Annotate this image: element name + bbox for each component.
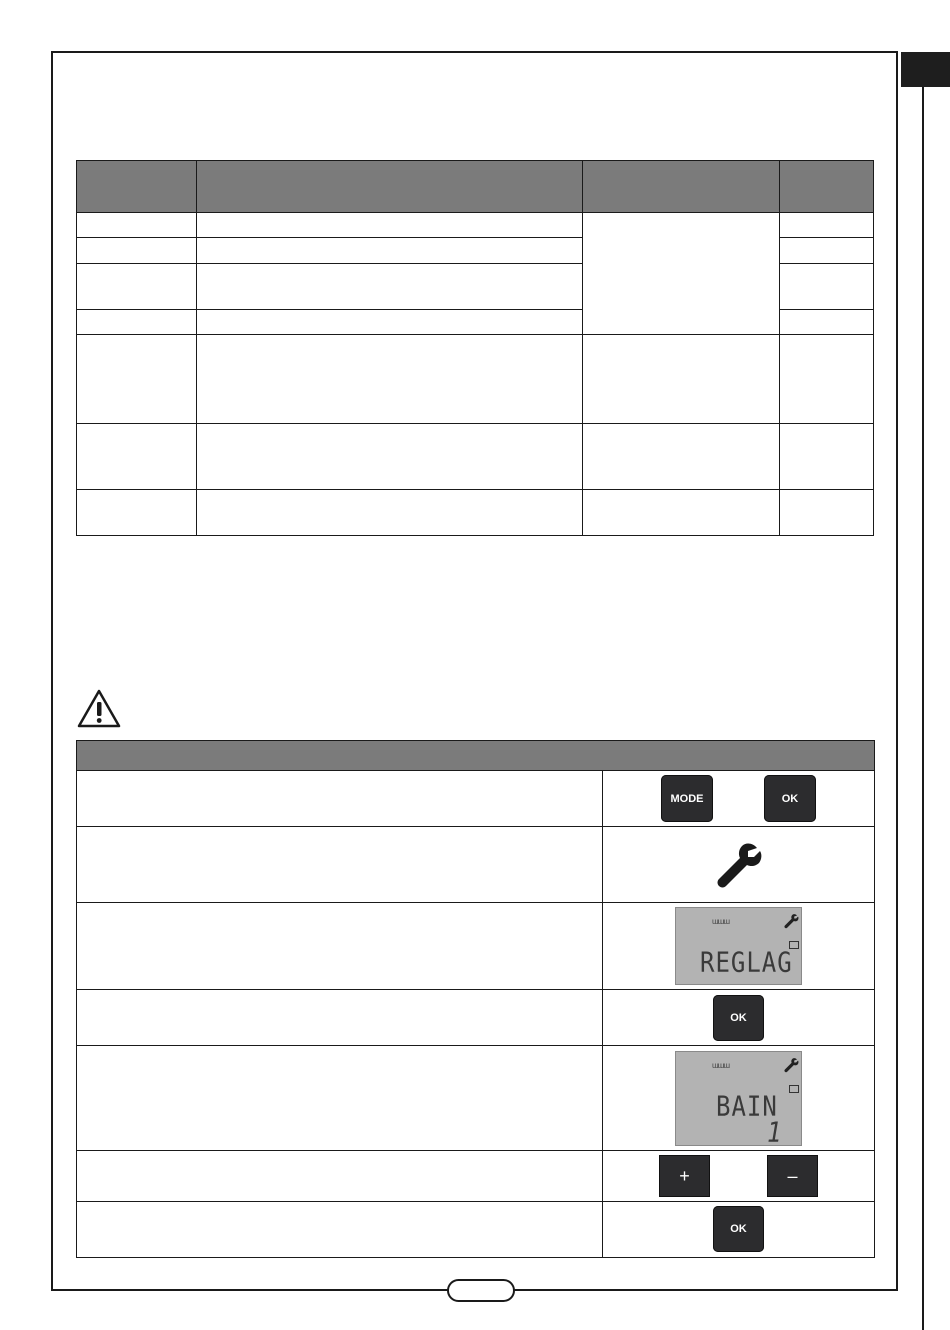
table-cell [76, 212, 197, 238]
procedure-step-text [76, 826, 603, 903]
side-rule [922, 87, 924, 1330]
mode-button[interactable]: MODE [661, 775, 713, 822]
table-cell [196, 263, 583, 310]
bath-wave-icon: ɯɯɯ [712, 1061, 729, 1070]
procedure-step-text [76, 770, 603, 827]
wrench-icon [783, 913, 799, 929]
ok-button[interactable]: OK [713, 995, 764, 1041]
procedure-step-text [76, 902, 603, 990]
table-cell [779, 263, 874, 310]
table-header-cell [779, 160, 874, 213]
table-cell [582, 334, 780, 424]
table-cell [779, 334, 874, 424]
table-cell [196, 334, 583, 424]
procedure-step-text [76, 989, 603, 1046]
table-cell [779, 237, 874, 264]
procedure-step-text [76, 1201, 603, 1258]
table-cell [76, 309, 197, 335]
warning-triangle-icon [77, 688, 121, 728]
section-tab [901, 52, 950, 87]
table-cell [582, 489, 780, 536]
lcd-text: REGLAG [700, 946, 793, 979]
table-header-cell [196, 160, 583, 213]
table-cell [196, 309, 583, 335]
lcd-value: 1 [767, 1116, 782, 1149]
table-cell [196, 489, 583, 536]
ok-button[interactable]: OK [764, 775, 816, 822]
table-cell [196, 423, 583, 490]
table-cell-merged [582, 212, 780, 335]
table-cell [76, 334, 197, 424]
table-cell [582, 423, 780, 490]
minus-button[interactable]: – [767, 1155, 818, 1197]
table-cell [76, 423, 197, 490]
procedure-table-header [76, 740, 875, 771]
table-cell [196, 212, 583, 238]
bath-wave-icon: ɯɯɯ [712, 917, 729, 926]
table-cell [779, 309, 874, 335]
wrench-icon [713, 840, 763, 890]
lcd-display [675, 907, 802, 985]
table-cell [76, 489, 197, 536]
table-cell [76, 263, 197, 310]
table-cell [779, 423, 874, 490]
table-cell [779, 212, 874, 238]
lcd-display [675, 1051, 802, 1149]
table-header-cell [76, 160, 197, 213]
plus-button[interactable]: + [659, 1155, 710, 1197]
table-header-cell [582, 160, 780, 213]
table-cell [196, 237, 583, 264]
page-number-badge [447, 1279, 515, 1302]
procedure-step-text [76, 1045, 603, 1151]
procedure-step-text [76, 1150, 603, 1202]
procedure-step-visual [602, 1150, 875, 1202]
procedure-step-visual [602, 770, 875, 827]
table-cell [76, 237, 197, 264]
lcd-indicator-icon [789, 1085, 799, 1093]
ok-button[interactable]: OK [713, 1206, 764, 1252]
table-cell [779, 489, 874, 536]
lcd-text: BAIN [716, 1090, 778, 1123]
wrench-icon [783, 1057, 799, 1073]
